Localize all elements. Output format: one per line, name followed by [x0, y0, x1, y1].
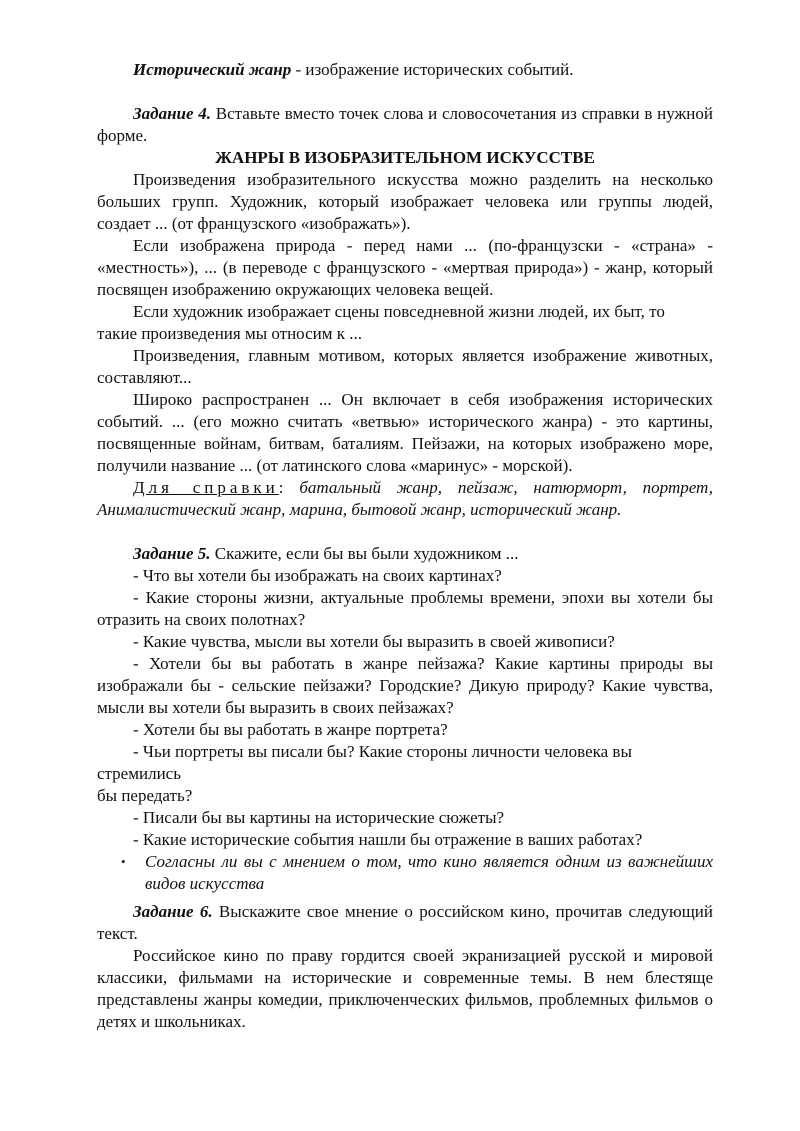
task4-paragraph-4: Произведения, главным мотивом, которых является изображение животных, составляют... [97, 346, 713, 387]
task5-question-4: - Хотели бы вы работать в жанре пейзажа? Какие картины природы вы изображали бы - сельские пейзажи? Городские? Дикую природу? Какие чувства, мысли вы хотели бы выразить в своих пейзажах? [97, 654, 713, 717]
task5-bullet-text: Согласны ли вы с мнением о том, что кино является одним из важнейших видов искусства [145, 852, 713, 893]
task5-question-7: - Писали бы вы картины на исторические сюжеты? [133, 808, 505, 827]
task4-heading [97, 103, 713, 147]
section-title: ЖАНРЫ В ИЗОБРАЗИТЕЛЬНОМ ИСКУССТВЕ [215, 148, 595, 167]
task5-question-8: - Какие исторические события нашли бы отражение в ваших работах? [133, 830, 643, 849]
task6-paragraph-1: Российское кино по праву гордится своей экранизацией русской и мировой классики, фильмами на исторические и современные темы. В нем блестяще представлены жанры комедии, приключенческих фильмов, проблемных фильмов о детях и школьниках. [97, 946, 713, 1031]
spacer [97, 81, 713, 103]
reference-label: Для справки [133, 478, 279, 497]
bullet-icon: • [121, 854, 126, 869]
task4-label: Задание 4. [133, 104, 212, 123]
reference-colon: : [278, 478, 300, 497]
task5-label: Задание 5. [133, 544, 211, 563]
intro-term: Исторический жанр [133, 60, 292, 79]
task5-question-6a: - Чьи портреты вы писали бы? Какие стороны личности человека вы стремились [97, 742, 632, 783]
task4-paragraph-2: Если изображена природа - перед нами ... (по-французски - «страна» - «местность»), ... (в переводе с французского - «мертвая природа») - жанр, который посвящен изображению окружающих человека вещей. [97, 236, 713, 299]
task5-question-5: - Хотели бы вы работать в жанре портрета? [133, 720, 448, 739]
task5-question-1: - Что вы хотели бы изображать на своих картинах? [133, 566, 502, 585]
task4-paragraph-3b: такие произведения мы относим к ... [97, 324, 363, 343]
task4-instruction: Вставьте вместо точек слова и словосочетания из справки в нужной форме. [97, 104, 713, 145]
intro-paragraph [97, 59, 713, 81]
task4-paragraph-3a: Если художник изображает сцены повседневной жизни людей, их быт, то [133, 302, 665, 321]
document-page [97, 59, 713, 1033]
task6-label: Задание 6. [133, 902, 213, 921]
task4-paragraph-5: Широко распространен ... Он включает в себя изображения исторических событий. ... (его можно считать «ветвью» исторического жанра) - это картины, посвященные войнам, битвам, баталиям. Пейзажи, на которых изображено море, получили название ... (от латинского слова «маринус» - морской). [97, 390, 713, 475]
task5-question-2: - Какие стороны жизни, актуальные проблемы времени, эпохи вы хотели бы отразить на своих полотнах? [97, 588, 713, 629]
reference-words: батальный жанр, пейзаж, натюрморт, портрет, Анималистический жанр, марина, бытовой жанр, исторический жанр. [97, 478, 713, 519]
intro-definition: - изображение исторических событий. [291, 60, 574, 79]
task6-heading [97, 901, 713, 945]
spacer [97, 521, 713, 543]
task5-bullet-item [97, 851, 713, 895]
task5-question-3: - Какие чувства, мысли вы хотели бы выразить в своей живописи? [133, 632, 615, 651]
task5-instruction: Скажите, если бы вы были художником ... [210, 544, 519, 563]
reference-paragraph [97, 477, 713, 521]
task5-question-6b: бы передать? [97, 786, 193, 805]
task6-instruction: Выскажите свое мнение о российском кино, прочитав следующий текст. [97, 902, 714, 943]
task4-paragraph-1: Произведения изобразительного искусства можно разделить на несколько больших групп. Художник, который изображает человека или группы людей, создает ... (от французского «изображать»). [97, 170, 713, 233]
task5-heading [97, 543, 713, 565]
